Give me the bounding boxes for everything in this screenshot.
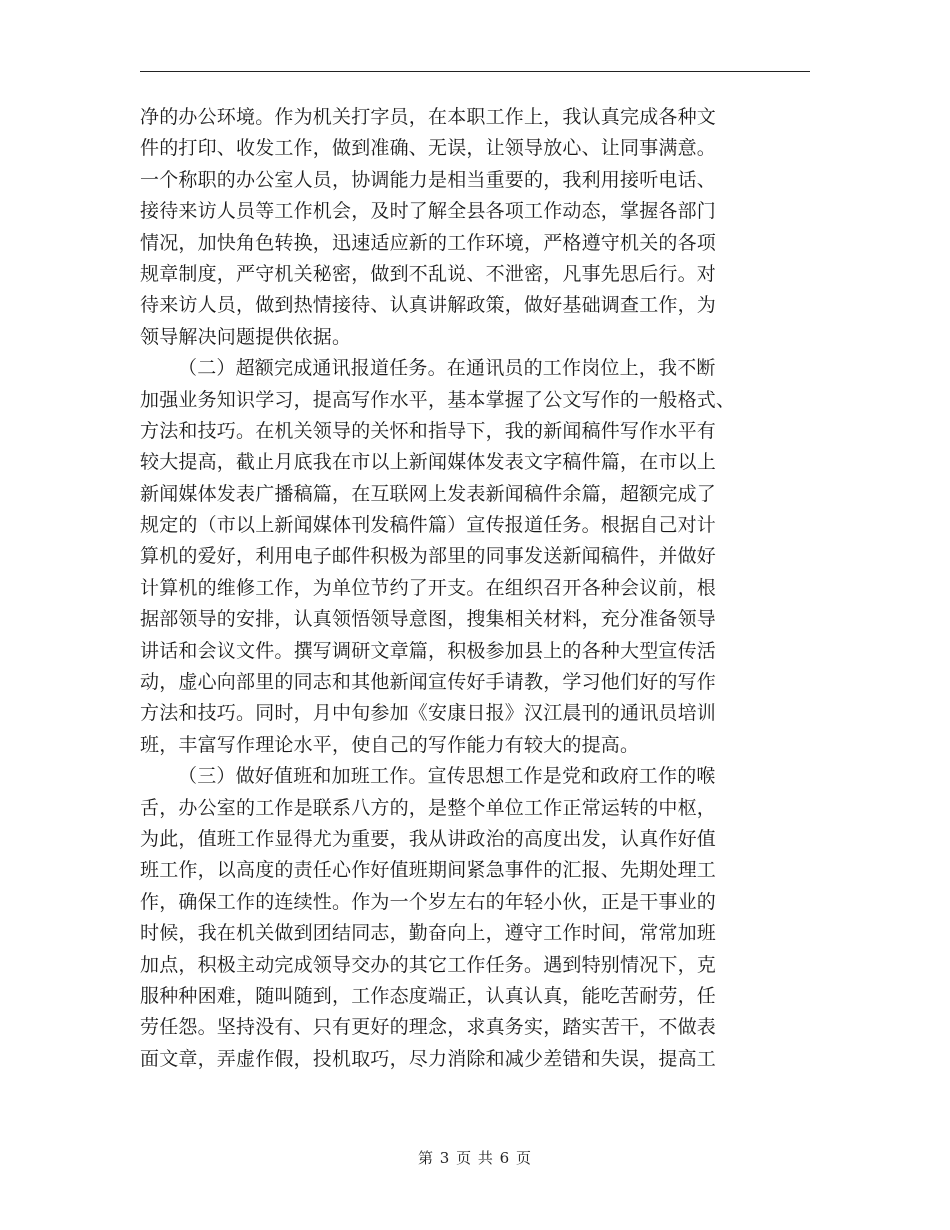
text-line: 班工作，以高度的责任心作好值班期间紧急事件的汇报、先期处理工 [140, 859, 717, 882]
text-line: 加强业务知识学习，提高写作水平，基本掌握了公文写作的一般格式、 [140, 388, 736, 411]
text-line: 方法和技巧。在机关领导的关怀和指导下，我的新闻稿件写作水平有 [140, 419, 717, 442]
text-line: 加点，积极主动完成领导交办的其它工作任务。遇到特别情况下，克 [140, 953, 717, 976]
text-line: 动，虚心向部里的同志和其他新闻宣传好手请教，学习他们好的写作 [140, 671, 717, 694]
text-line: 讲话和会议文件。撰写调研文章篇，积极参加县上的各种大型宣传活 [140, 639, 717, 662]
text-line: 面文章，弄虚作假，投机取巧，尽力消除和减少差错和失误，提高工 [140, 1047, 717, 1070]
page-number-footer: 第 3 页 共 6 页 [418, 1149, 532, 1167]
text-line: 据部领导的安排，认真领悟领导意图，搜集相关材料，充分准备领导 [140, 608, 717, 631]
text-line: 方法和技巧。同时，月中旬参加《安康日报》汉江晨刊的通讯员培训 [140, 702, 717, 725]
text-line: 领导解决问题提供依据。 [140, 325, 352, 348]
text-line: 新闻媒体发表广播稿篇，在互联网上发表新闻稿件余篇，超额完成了 [140, 482, 717, 505]
text-line: 接待来访人员等工作机会，及时了解全县各项工作动态，掌握各部门 [140, 200, 717, 223]
text-line: 规章制度，严守机关秘密，做到不乱说、不泄密，凡事先思后行。对 [140, 262, 717, 285]
text-line: 情况，加快角色转换，迅速适应新的工作环境，严格遵守机关的各项 [140, 231, 717, 254]
text-line: 净的办公环境。作为机关打字员，在本职工作上，我认真完成各种文 [140, 106, 717, 128]
text-line: 时候，我在机关做到团结同志，勤奋向上，遵守工作时间，常常加班 [140, 922, 717, 945]
text-line: 件的打印、收发工作，做到准确、无误，让领导放心、让同事满意。 [140, 137, 717, 160]
text-line: 待来访人员，做到热情接待、认真讲解政策，做好基础调查工作，为 [140, 294, 717, 317]
text-line: 班，丰富写作理论水平，使自己的写作能力有较大的提高。 [140, 733, 640, 756]
text-line: 规定的（市以上新闻媒体刊发稿件篇）宣传报道任务。根据自己对计 [140, 514, 717, 537]
paragraph-heading-3: （三）做好值班和加班工作。宣传思想工作是党和政府工作的喉 [178, 765, 716, 788]
text-line: 劳任怨。坚持没有、只有更好的理念，求真务实，踏实苦干，不做表 [140, 1016, 717, 1039]
text-line: 计算机的维修工作，为单位节约了开支。在组织召开各种会议前，根 [140, 576, 717, 599]
text-line: 舌，办公室的工作是联系八方的，是整个单位工作正常运转的中枢， [140, 796, 717, 819]
text-line: 算机的爱好，利用电子邮件积极为部里的同事发送新闻稿件，并做好 [140, 545, 717, 568]
body-text [140, 102, 820, 1075]
text-line: 为此，值班工作显得尤为重要，我从讲政治的高度出发，认真作好值 [140, 827, 717, 850]
text-line: 作，确保工作的连续性。作为一个岁左右的年轻小伙，正是干事业的 [140, 890, 717, 913]
paragraph-heading-2: （二）超额完成通讯报道任务。在通讯员的工作岗位上，我不断 [178, 357, 716, 380]
header-rule [140, 71, 810, 72]
text-line: 一个称职的办公室人员，协调能力是相当重要的，我利用接听电话、 [140, 168, 717, 191]
text-line: 较大提高，截止月底我在市以上新闻媒体发表文字稿件篇，在市以上 [140, 451, 717, 474]
text-line: 服种种困难，随叫随到，工作态度端正，认真认真，能吃苦耐劳，任 [140, 984, 717, 1007]
